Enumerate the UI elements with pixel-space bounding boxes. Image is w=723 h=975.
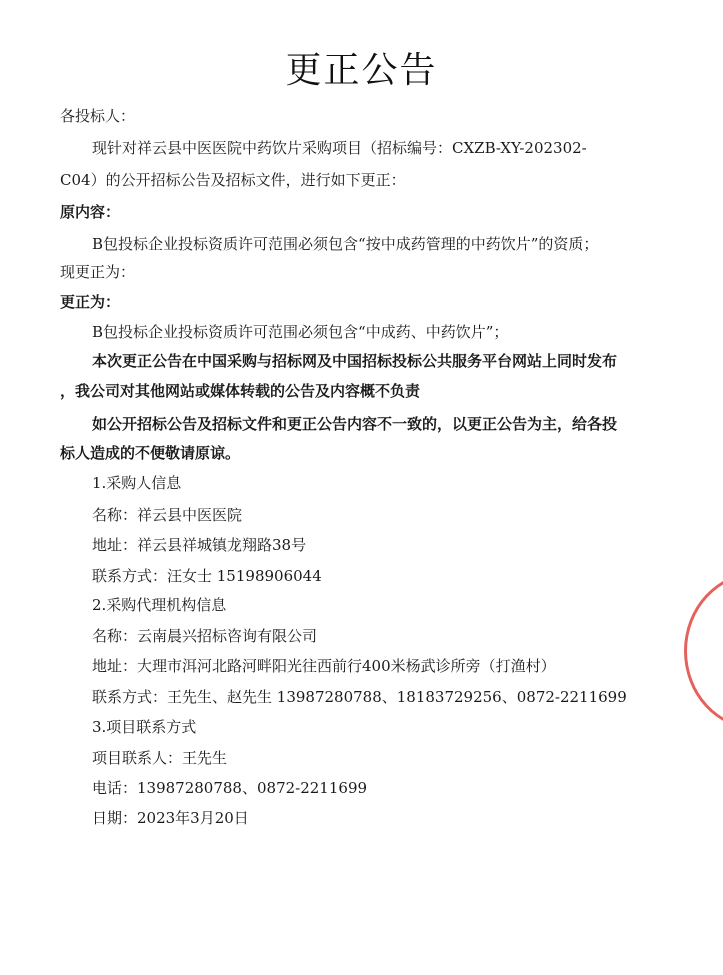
page-title: 更正公告	[285, 50, 438, 91]
document-date: 日期：2023年3月20日	[92, 809, 249, 827]
agency-address: 地址：大理市洱河北路河畔阳光往西前行400米杨武诊所旁（打渔村）	[92, 657, 556, 675]
notice-line-2a: 如公开招标公告及招标文件和更正公告内容不一致的，以更正公告为主，给各投	[92, 415, 618, 433]
project-contact-heading: 3.项目联系方式	[92, 718, 197, 736]
agency-name: 名称：云南晨兴招标咨询有限公司	[92, 627, 318, 645]
project-contact-phone: 电话：13987280788、0872-2211699	[92, 779, 368, 797]
purchaser-heading: 1.采购人信息	[92, 474, 182, 492]
original-heading: 原内容：	[60, 203, 121, 221]
now-changed-label: 现更正为：	[60, 263, 136, 281]
notice-line-1a: 本次更正公告在中国采购与招标网及中国招标投标公共服务平台网站上同时发布	[92, 352, 618, 370]
agency-heading: 2.采购代理机构信息	[92, 596, 227, 614]
salutation: 各投标人：	[60, 107, 136, 125]
purchaser-name: 名称：祥云县中医医院	[92, 506, 243, 524]
company-seal-stamp	[684, 572, 723, 730]
purchaser-contact: 联系方式：汪女士 15198906044	[92, 567, 322, 585]
changed-heading: 更正为：	[60, 293, 121, 311]
purchaser-address: 地址：祥云县祥城镇龙翔路38号	[92, 536, 307, 554]
notice-line-2b: 标人造成的不便敬请原谅。	[60, 444, 241, 462]
project-contact-person: 项目联系人：王先生	[92, 749, 228, 767]
agency-contact: 联系方式：王先生、赵先生 13987280788、18183729256、0872-2211699	[92, 688, 627, 706]
intro-line-1: 现针对祥云县中医医院中药饮片采购项目（招标编号：CXZB-XY-202302-	[92, 139, 587, 157]
intro-line-2: C04）的公开招标公告及招标文件，进行如下更正：	[60, 171, 406, 189]
changed-text: B包投标企业投标资质许可范围必须包含“中成药、中药饮片”；	[92, 323, 509, 341]
original-text: B包投标企业投标资质许可范围必须包含“按中成药管理的中药饮片”的资质；	[92, 235, 599, 253]
notice-line-1b: ，我公司对其他网站或媒体转载的公告及内容概不负责	[60, 382, 421, 400]
